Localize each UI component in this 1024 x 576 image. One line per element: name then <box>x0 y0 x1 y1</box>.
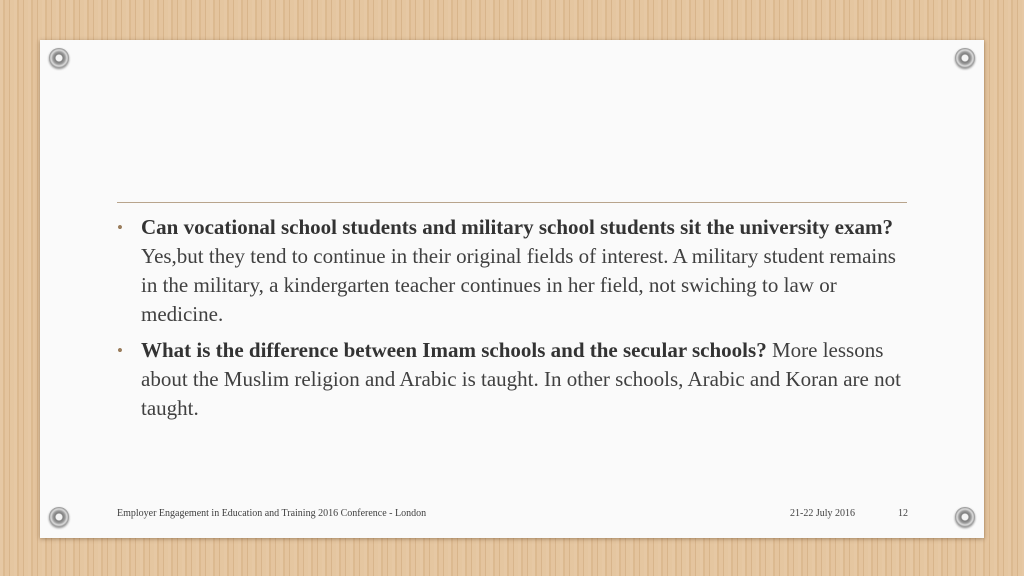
bullet-icon: • <box>117 218 123 237</box>
pushpin-icon <box>49 507 69 527</box>
page-number: 12 <box>898 508 908 519</box>
bullet-item <box>117 213 907 329</box>
footer-title: Employer Engagement in Education and Training 2016 Conference - London <box>117 508 427 519</box>
pushpin-icon <box>955 48 975 68</box>
bullet-answer: More lessons about the Muslim religion and Arabic is taught. In other schools, Arabic and Koran are not taught. <box>141 338 901 420</box>
bullet-question: Can vocational school students and military school students sit the university exam? <box>141 215 893 239</box>
bullet-question: What is the difference between Imam schools and the secular schools? <box>141 338 767 362</box>
pushpin-icon <box>955 507 975 527</box>
pushpin-icon <box>49 48 69 68</box>
bullet-icon: • <box>117 341 123 360</box>
title-divider <box>117 202 907 203</box>
slide-body <box>117 213 907 430</box>
footer-date: 21-22 July 2016 <box>790 508 855 519</box>
bullet-item <box>117 336 907 423</box>
bullet-answer: Yes,but they tend to continue in their original fields of interest. A military student remains in the military, a kindergarten teacher continues in her field, not swiching to law or medicine. <box>141 244 896 326</box>
